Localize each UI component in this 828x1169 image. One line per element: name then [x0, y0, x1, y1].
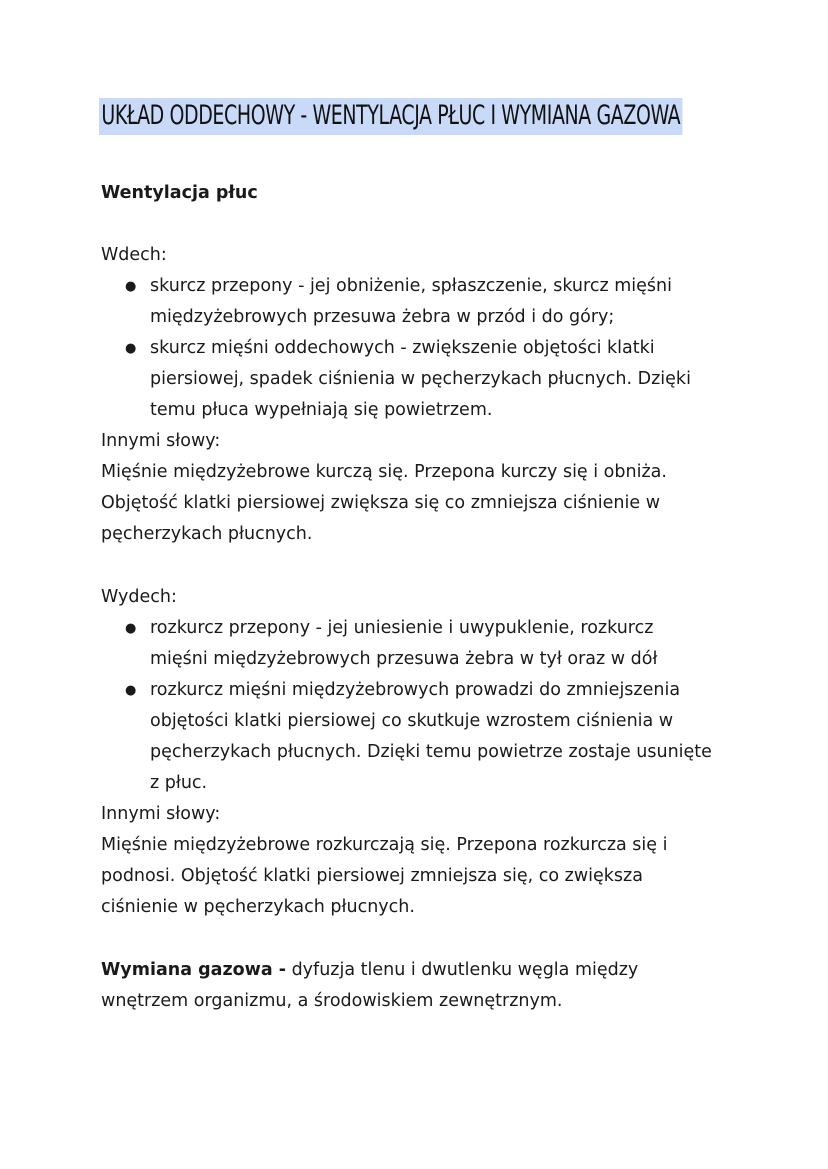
- exhale-summary-line-1: Mięśnie międzyżebrowe rozkurczają się. Przepona rozkurcza się i: [101, 835, 668, 855]
- exhale-summary-line-2: podnosi. Objętość klatki piersiowej zmniejsza się, co zwiększa: [101, 866, 643, 886]
- inhale-bullet-1-line-2: międzyżebrowych przesuwa żebra w przód i do góry;: [150, 307, 615, 327]
- gas-exchange-definition-start: dyfuzja tlenu i dwutlenku węgla między: [286, 960, 639, 980]
- bullet-icon: ●: [125, 341, 137, 356]
- inhale-bullet-2-line-1: skurcz mięśni oddechowych - zwiększenie objętości klatki: [150, 338, 655, 358]
- inhale-label: Wdech:: [101, 245, 167, 265]
- exhale-bullet-2-line-2: objętości klatki piersiowej co skutkuje wzrostem ciśnienia w: [150, 711, 674, 731]
- exhale-summary-label: Innymi słowy:: [101, 804, 221, 824]
- inhale-summary-line-3: pęcherzykach płucnych.: [101, 524, 313, 544]
- inhale-bullet-2-line-3: temu płuca wypełniają się powietrzem.: [150, 400, 493, 420]
- exhale-bullet-1-line-2: mięśni międzyżebrowych przesuwa żebra w tył oraz w dół: [150, 649, 658, 669]
- gas-exchange-definition-line-2: wnętrzem organizmu, a środowiskiem zewnętrznym.: [101, 991, 563, 1011]
- exhale-bullet-2-line-1: rozkurcz mięśni międzyżebrowych prowadzi do zmniejszenia: [150, 680, 681, 700]
- gas-exchange-term: Wymiana gazowa -: [101, 960, 286, 980]
- exhale-summary-line-3: ciśnienie w pęcherzykach płucnych.: [101, 897, 415, 917]
- exhale-label: Wydech:: [101, 587, 177, 607]
- exhale-bullet-1-line-1: rozkurcz przepony - jej uniesienie i uwypuklenie, rozkurcz: [150, 618, 654, 638]
- inhale-bullet-1-line-1: skurcz przepony - jej obniżenie, spłaszczenie, skurcz mięśni: [150, 276, 672, 296]
- gas-exchange-definition-line-1: [101, 955, 638, 986]
- inhale-summary-line-2: Objętość klatki piersiowej zwiększa się co zmniejsza ciśnienie w: [101, 493, 661, 513]
- exhale-bullet-2-line-3: pęcherzykach płucnych. Dzięki temu powietrze zostaje usunięte: [150, 742, 712, 762]
- inhale-bullet-2-line-2: piersiowej, spadek ciśnienia w pęcherzykach płucnych. Dzięki: [150, 369, 691, 389]
- page-title: UKŁAD ODDECHOWY - WENTYLACJA PŁUC I WYMIANA GAZOWA: [99, 98, 683, 135]
- inhale-summary-label: Innymi słowy:: [101, 431, 221, 451]
- exhale-bullet-2-line-4: z płuc.: [150, 773, 208, 793]
- title-block: [99, 98, 828, 135]
- section-heading-ventilation: Wentylacja płuc: [101, 183, 258, 203]
- bullet-icon: ●: [125, 279, 137, 294]
- bullet-icon: ●: [125, 683, 137, 698]
- inhale-summary-line-1: Mięśnie międzyżebrowe kurczą się. Przepona kurczy się i obniża.: [101, 462, 667, 482]
- bullet-icon: ●: [125, 621, 137, 636]
